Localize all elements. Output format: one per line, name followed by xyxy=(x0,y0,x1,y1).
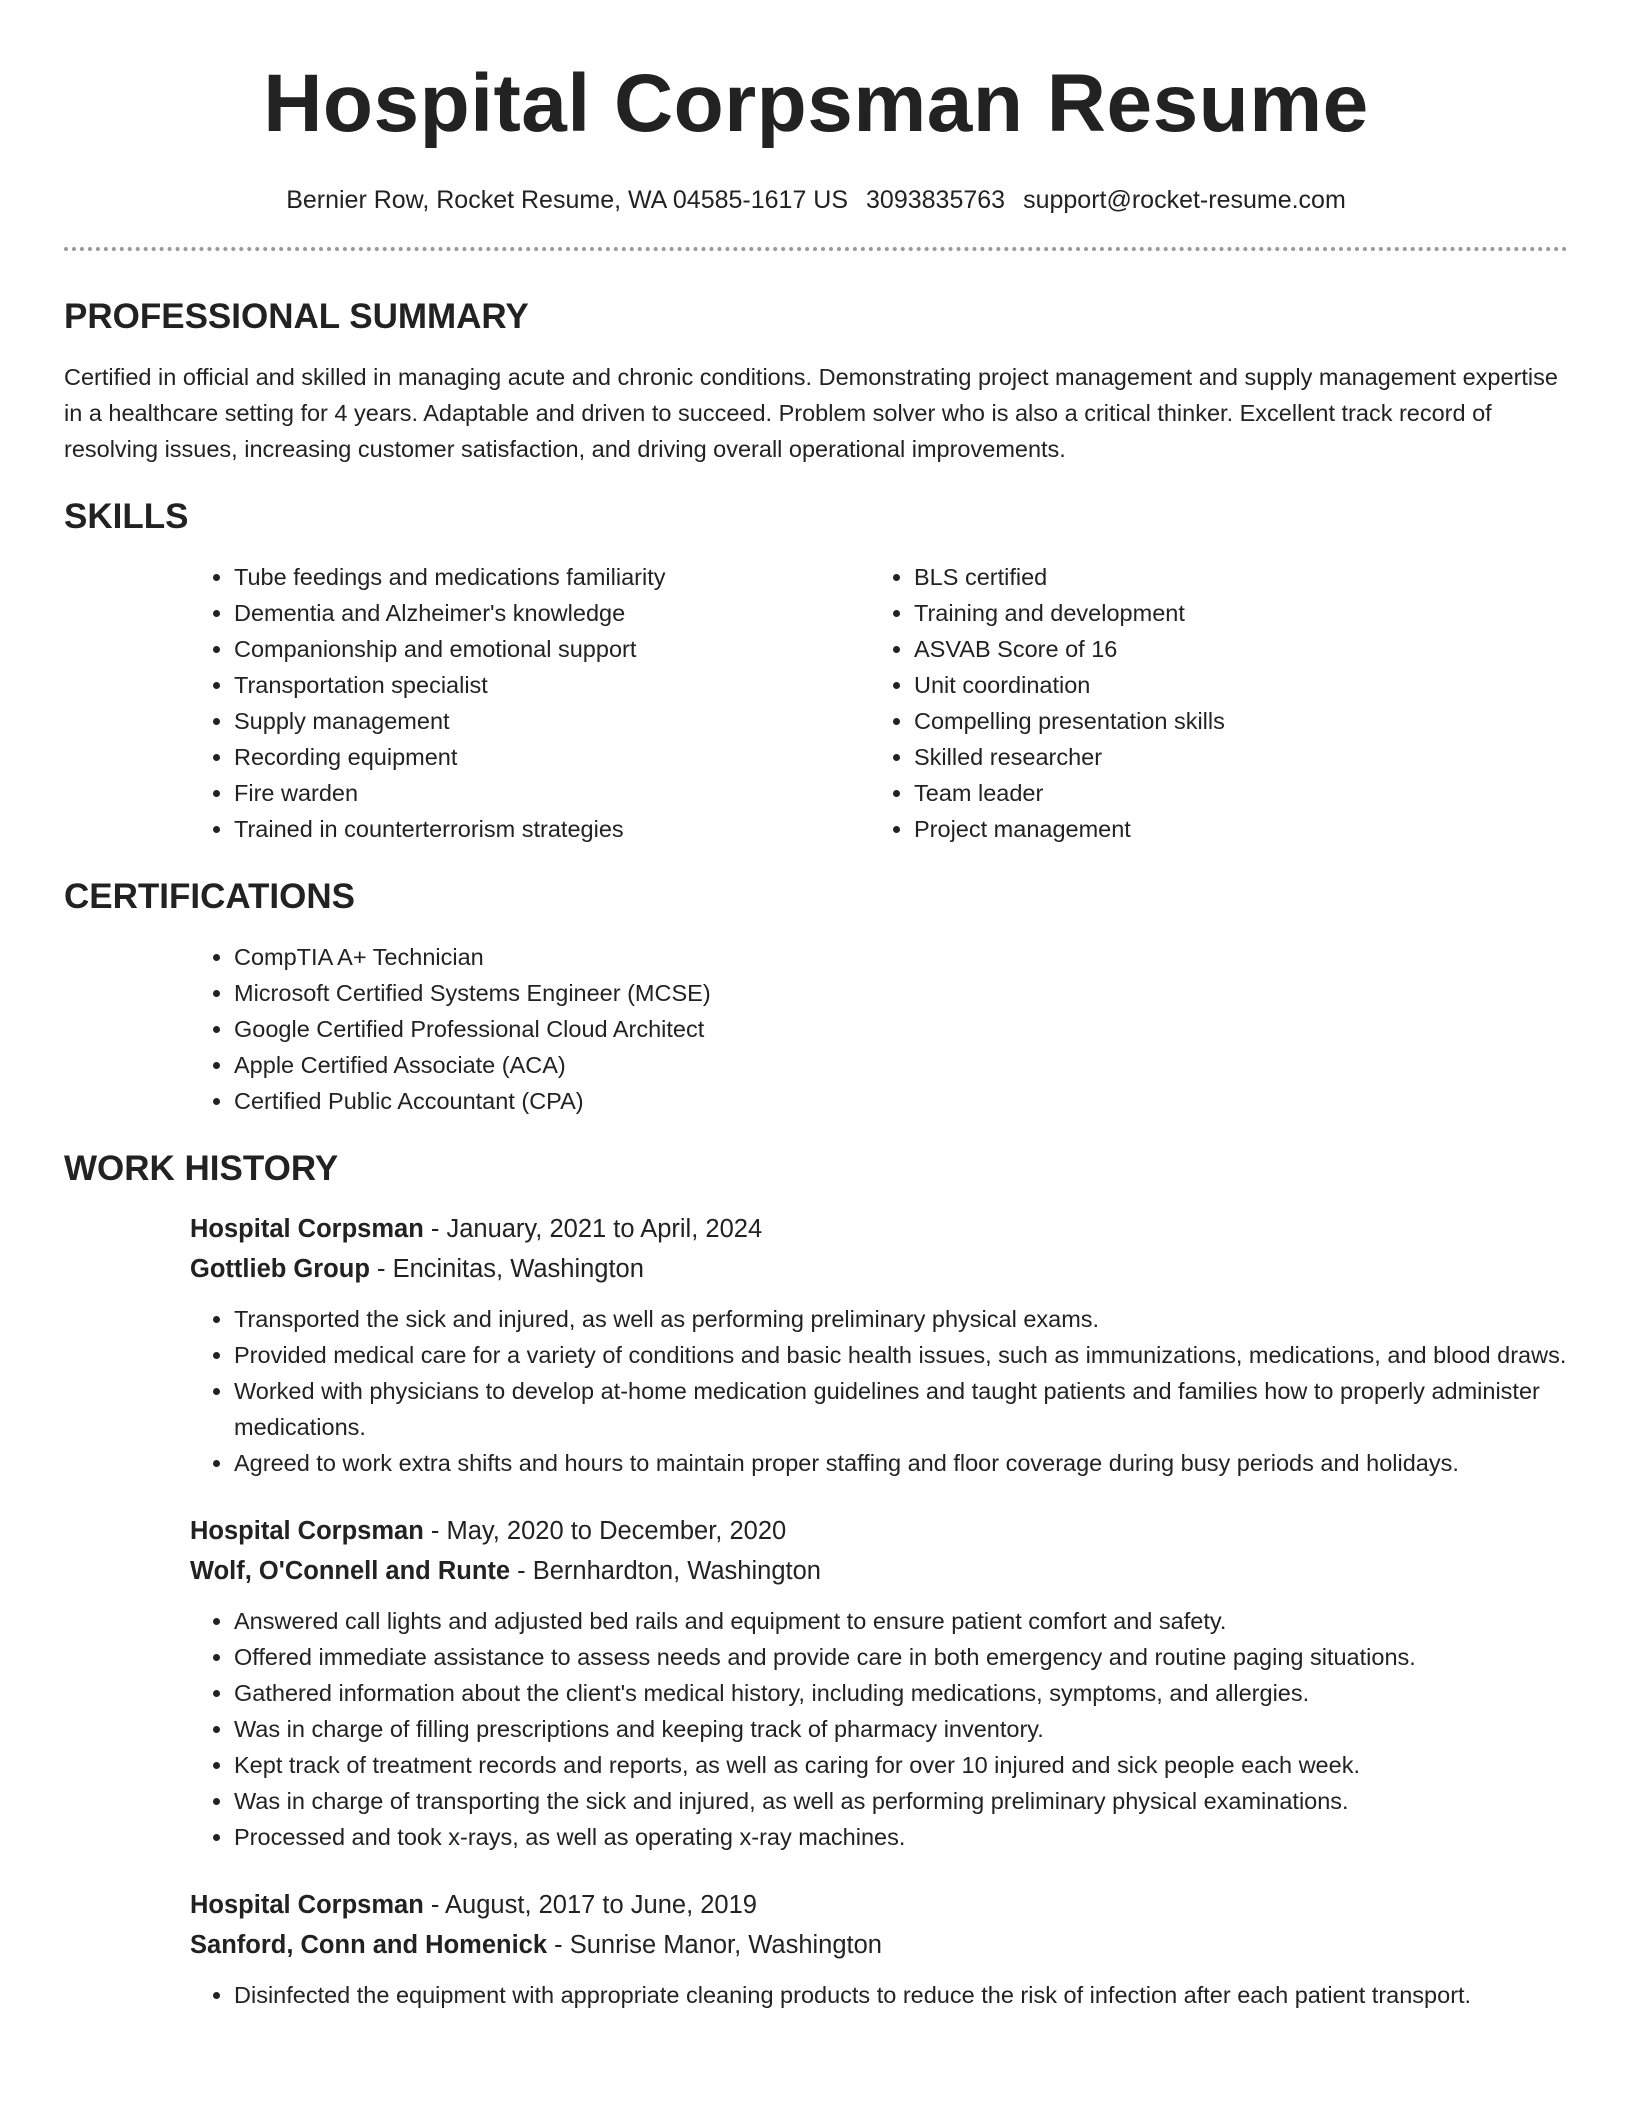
work-history-heading: WORK HISTORY xyxy=(64,1149,339,1188)
list-item: • Apple Certified Associate (ACA) xyxy=(234,1047,1568,1083)
list-item: • Training and development xyxy=(914,595,1550,631)
job-title-line xyxy=(190,1209,1568,1249)
skills-columns xyxy=(190,559,1568,847)
contact-email: support@rocket-resume.com xyxy=(1023,186,1346,214)
job-title-line xyxy=(190,1885,1568,1925)
list-item: • Agreed to work extra shifts and hours to maintain proper staffing and floor coverage during busy periods and holidays. xyxy=(234,1445,1568,1481)
list-item: • Google Certified Professional Cloud Architect xyxy=(234,1011,1568,1047)
job-location: - Encinitas, Washington xyxy=(369,1255,644,1283)
skills-list-right xyxy=(870,559,1550,847)
job-company-line xyxy=(190,1249,1568,1289)
summary-heading: PROFESSIONAL SUMMARY xyxy=(64,297,529,336)
job-role: Hospital Corpsman xyxy=(190,1517,424,1545)
job-entry xyxy=(190,1885,1568,2013)
job-company: Sanford, Conn and Homenick xyxy=(190,1931,548,1959)
job-dates: - August, 2017 to June, 2019 xyxy=(423,1891,757,1919)
job-location: - Sunrise Manor, Washington xyxy=(547,1931,882,1959)
list-item: • Worked with physicians to develop at-home medication guidelines and taught patients and families how to properly administer medications. xyxy=(234,1373,1568,1445)
job-company-line xyxy=(190,1551,1568,1591)
list-item: • Transportation specialist xyxy=(234,667,870,703)
skills-heading: SKILLS xyxy=(64,497,189,536)
list-item: • Recording equipment xyxy=(234,739,870,775)
list-item: • BLS certified xyxy=(914,559,1550,595)
header-divider xyxy=(64,247,1568,251)
list-item: • Certified Public Accountant (CPA) xyxy=(234,1083,1568,1119)
list-item: • Transported the sick and injured, as well as performing preliminary physical exams. xyxy=(234,1301,1568,1337)
certifications-heading: CERTIFICATIONS xyxy=(64,877,356,916)
list-item: • Was in charge of transporting the sick and injured, as well as performing preliminary physical examinations. xyxy=(234,1783,1568,1819)
list-item: • Gathered information about the client's medical history, including medications, symptoms, and allergies. xyxy=(234,1675,1568,1711)
list-item: • Unit coordination xyxy=(914,667,1550,703)
job-bullets xyxy=(190,1977,1568,2013)
list-item: • Offered immediate assistance to assess needs and provide care in both emergency and routine paging situations. xyxy=(234,1639,1568,1675)
list-item: • Disinfected the equipment with appropriate cleaning products to reduce the risk of infection after each patient transport. xyxy=(234,1977,1568,2013)
contact-line xyxy=(64,183,1568,217)
resume-title: Hospital Corpsman Resume xyxy=(263,58,1369,149)
skills-column-right xyxy=(870,559,1550,847)
list-item: • Answered call lights and adjusted bed rails and equipment to ensure patient comfort and safety. xyxy=(234,1603,1568,1639)
summary-text: Certified in official and skilled in managing acute and chronic conditions. Demonstrating project management and supply management expertise in a healthcare setting for 4 years. Adaptable and driven to succeed. Problem solver who is also a critical thinker. Excellent track record of resolving issues, increasing customer satisfaction, and driving overall operational improvements. xyxy=(64,364,1558,462)
list-item: • Was in charge of filling prescriptions and keeping track of pharmacy inventory. xyxy=(234,1711,1568,1747)
contact-address: Bernier Row, Rocket Resume, WA 04585-1617 US xyxy=(286,186,849,214)
job-entry xyxy=(190,1511,1568,1855)
contact-phone: 3093835763 xyxy=(866,186,1006,214)
job-bullets xyxy=(190,1603,1568,1855)
list-item: • Project management xyxy=(914,811,1550,847)
summary-section xyxy=(64,295,1568,467)
resume-page xyxy=(64,0,1568,2013)
skills-column-left xyxy=(190,559,870,847)
list-item: • ASVAB Score of 16 xyxy=(914,631,1550,667)
skills-section xyxy=(64,495,1568,847)
job-role: Hospital Corpsman xyxy=(190,1215,424,1243)
work-history-section xyxy=(64,1147,1568,2013)
job-bullets xyxy=(190,1301,1568,1481)
certifications-list xyxy=(190,939,1568,1119)
list-item: • Team leader xyxy=(914,775,1550,811)
list-item: • Tube feedings and medications familiarity xyxy=(234,559,870,595)
list-item: • Microsoft Certified Systems Engineer (MCSE) xyxy=(234,975,1568,1011)
list-item: • Fire warden xyxy=(234,775,870,811)
job-company: Wolf, O'Connell and Runte xyxy=(190,1557,511,1585)
list-item: • CompTIA A+ Technician xyxy=(234,939,1568,975)
job-dates: - January, 2021 to April, 2024 xyxy=(423,1215,763,1243)
job-entry xyxy=(190,1209,1568,1481)
list-item: • Provided medical care for a variety of conditions and basic health issues, such as immunizations, medications, and blood draws. xyxy=(234,1337,1568,1373)
list-item: • Skilled researcher xyxy=(914,739,1550,775)
certifications-section xyxy=(64,875,1568,1119)
list-item: • Compelling presentation skills xyxy=(914,703,1550,739)
list-item: • Dementia and Alzheimer's knowledge xyxy=(234,595,870,631)
job-dates: - May, 2020 to December, 2020 xyxy=(423,1517,787,1545)
list-item: • Kept track of treatment records and reports, as well as caring for over 10 injured and sick people each week. xyxy=(234,1747,1568,1783)
job-title-line xyxy=(190,1511,1568,1551)
list-item: • Processed and took x-rays, as well as operating x-ray machines. xyxy=(234,1819,1568,1855)
list-item: • Trained in counterterrorism strategies xyxy=(234,811,870,847)
list-item: • Companionship and emotional support xyxy=(234,631,870,667)
job-role: Hospital Corpsman xyxy=(190,1891,424,1919)
job-company: Gottlieb Group xyxy=(190,1255,370,1283)
list-item: • Supply management xyxy=(234,703,870,739)
job-company-line xyxy=(190,1925,1568,1965)
skills-list-left xyxy=(190,559,870,847)
job-location: - Bernhardton, Washington xyxy=(510,1557,821,1585)
